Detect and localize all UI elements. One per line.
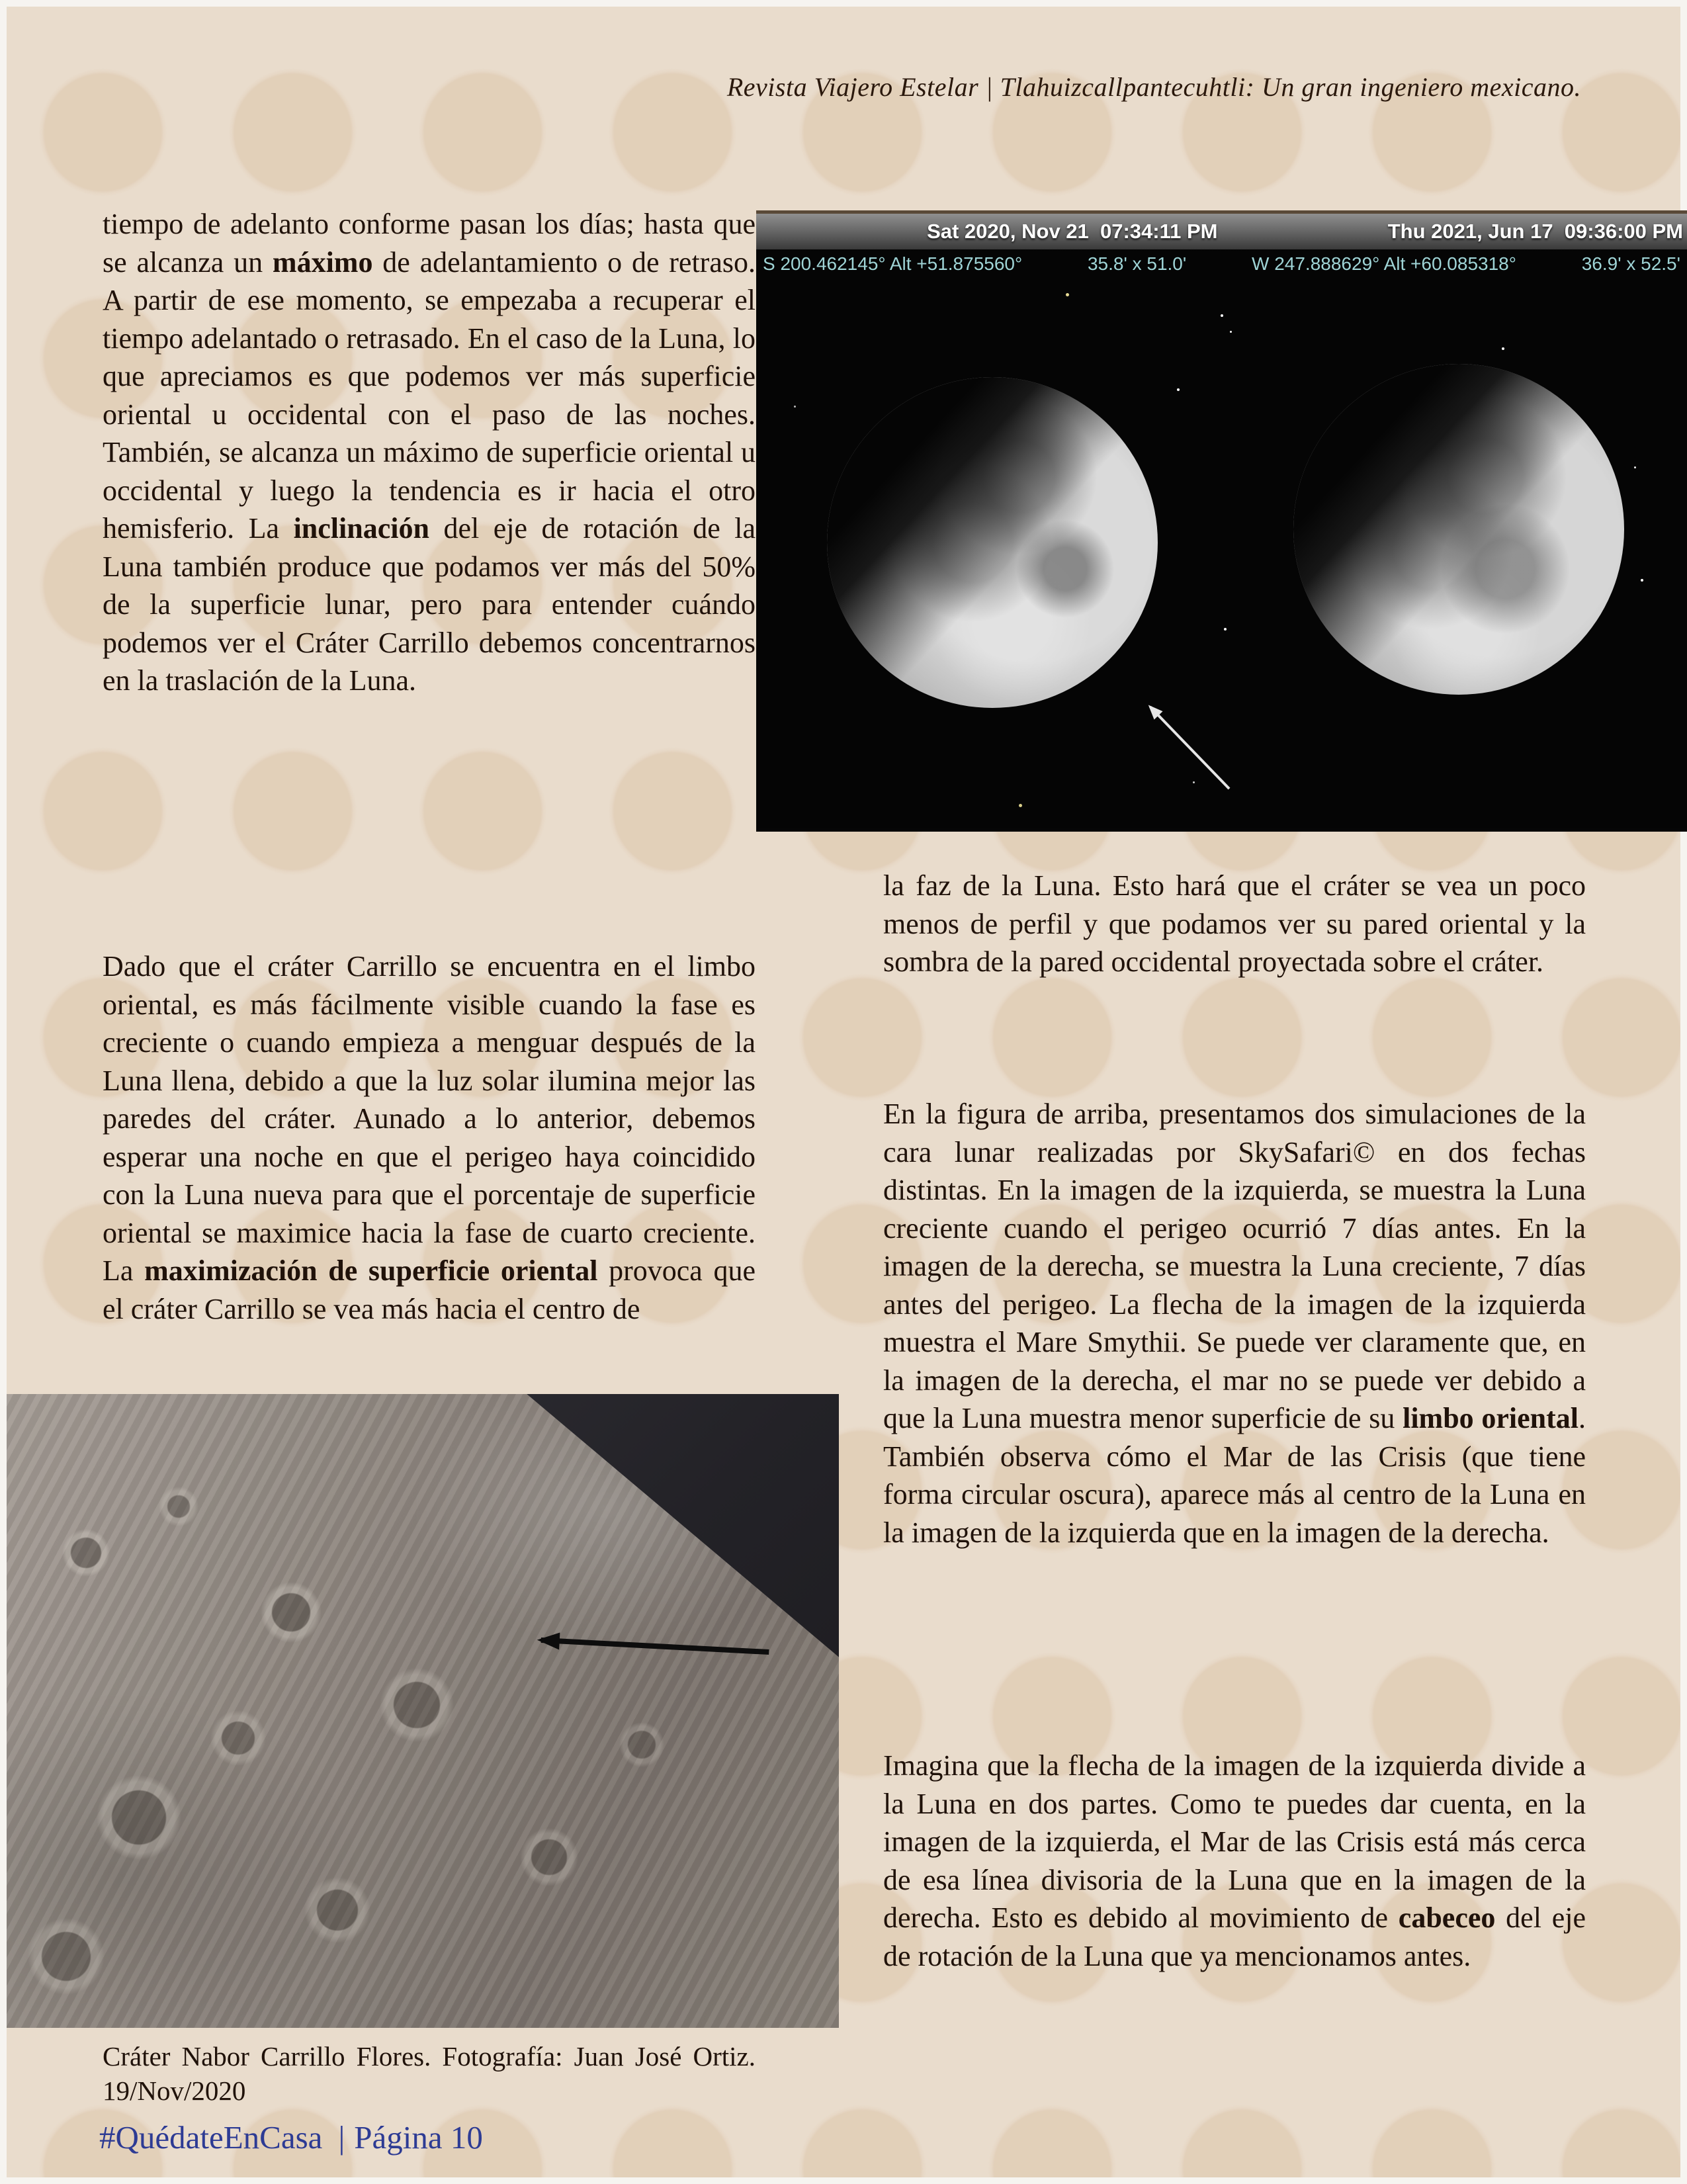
footer-separator: | bbox=[338, 2119, 345, 2156]
page-footer bbox=[99, 2118, 490, 2156]
crater-photo bbox=[7, 1394, 839, 2028]
left-coordinates: S 200.462145° Alt +51.875560° bbox=[763, 253, 1023, 274]
left-column-paragraph-1: tiempo de adelanto conforme pasan los días; hasta que se alcanza un máximo de adelantamiento o de retraso. A partir de ese momento, se empezaba a recuperar el tiempo adelantado o retrasado. En el caso de la Luna, lo que apreciamos es que podemos ver más superficie oriental u occidental con el paso de las noches. También, se alcanza un máximo de superficie oriental u occidental y luego la tendencia es ir hacia el otro hemisferio. La inclinación del eje de rotación de la Luna también produce que podamos ver más del 50% de la superficie lunar, pero para entender cuándo podemos ver el Cráter Carrillo debemos concentrarnos en la traslación de la Luna. bbox=[103, 208, 756, 697]
star-icon bbox=[1641, 579, 1643, 582]
moon-simulation-left bbox=[827, 377, 1158, 708]
star-icon bbox=[1224, 628, 1227, 631]
star-icon bbox=[1634, 466, 1636, 468]
hashtag-label: #QuédateEnCasa bbox=[99, 2119, 323, 2156]
star-icon bbox=[1066, 293, 1069, 296]
moon-simulation-right bbox=[1293, 364, 1624, 695]
right-datetime: Thu 2021, Jun 17 09:36:00 PM bbox=[1387, 220, 1683, 243]
sky-area bbox=[756, 279, 1687, 828]
page-background bbox=[7, 7, 1683, 2177]
left-column-paragraph-2: Dado que el cráter Carrillo se encuentra en el limbo oriental, es más fácilmente visible cuando la fase es creciente o cuando empieza a menguar después de la Luna llena, debido a que la luz solar ilumina mejor las paredes del cráter. Aunado a lo anterior, debemos esperar una noche en que el perigeo haya coincidido con la Luna nueva para que el porcentaje de superficie oriental se maximice hacia la fase de cuarto creciente. La maximización de superficie oriental provoca que el cráter Carrillo se vea más hacia el centro de bbox=[103, 950, 756, 1325]
caption-line-1: Cráter Nabor Carrillo Flores. Fotografía: Juan José Ortiz. bbox=[103, 2041, 756, 2072]
star-icon bbox=[1502, 347, 1504, 350]
star-icon bbox=[794, 406, 796, 408]
photo-caption bbox=[103, 2039, 756, 2108]
titlebar-left-half bbox=[756, 214, 1222, 249]
right-column-paragraph-1: la faz de la Luna. Esto hará que el cráter se vea un poco menos de perfil y que podamos ver su pared oriental y la sombra de la pared occidental proyectada sobre el cráter. bbox=[883, 869, 1586, 978]
star-icon bbox=[1177, 388, 1180, 391]
skysafari-coordsbar bbox=[756, 249, 1687, 279]
left-fov: 35.8' x 51.0' bbox=[1087, 253, 1187, 274]
star-icon bbox=[1230, 331, 1232, 333]
caption-line-2: 19/Nov/2020 bbox=[103, 2075, 246, 2106]
right-column-paragraph-3: Imagina que la flecha de la imagen de la izquierda divide a la Luna en dos partes. Como te puedes dar cuenta, en la imagen de la izquierda, el Mar de las Crisis está más cerca de esa línea divisoria de la Luna que en la imagen de la derecha. Esto es debido al movimiento de cabeceo del eje de rotación de la Luna que ya mencionamos antes. bbox=[883, 1749, 1586, 1972]
star-icon bbox=[1221, 314, 1223, 317]
skysafari-figure bbox=[756, 210, 1687, 832]
right-coordinates: W 247.888629° Alt +60.085318° bbox=[1252, 253, 1516, 274]
star-icon bbox=[1019, 804, 1022, 807]
page-number: Página 10 bbox=[354, 2119, 483, 2156]
skysafari-titlebar bbox=[756, 214, 1687, 249]
crater-arrow-icon bbox=[541, 1638, 769, 1655]
page-header bbox=[103, 71, 1581, 103]
header-title: Revista Viajero Estelar | Tlahuizcallpantecuhtli: Un gran ingeniero mexicano. bbox=[726, 72, 1581, 102]
right-fov: 36.9' x 52.5' bbox=[1581, 253, 1680, 274]
lunar-limb-dark-sky bbox=[7, 1394, 839, 2028]
mare-smythii-arrow-icon bbox=[1149, 706, 1230, 790]
titlebar-right-half bbox=[1222, 214, 1687, 249]
left-datetime: Sat 2020, Nov 21 07:34:11 PM bbox=[927, 220, 1218, 243]
star-icon bbox=[1193, 781, 1195, 783]
right-column-paragraph-2: En la figura de arriba, presentamos dos simulaciones de la cara lunar realizadas por SkySafari© en dos fechas distintas. En la imagen de la izquierda, se muestra la Luna creciente cuando el perigeo ocurrió 7 días antes. En la imagen de la derecha, se muestra la Luna creciente, 7 días antes del perigeo. La flecha de la imagen de la izquierda muestra el Mare Smythii. Se puede ver claramente que, en la imagen de la derecha, el mar no se puede ver debido a que la Luna muestra menor superficie de su limbo oriental. También observa cómo el Mar de las Crisis (que tiene forma circular oscura), aparece más al centro de la Luna en la imagen de la izquierda que en la imagen de la derecha. bbox=[883, 1098, 1586, 1549]
